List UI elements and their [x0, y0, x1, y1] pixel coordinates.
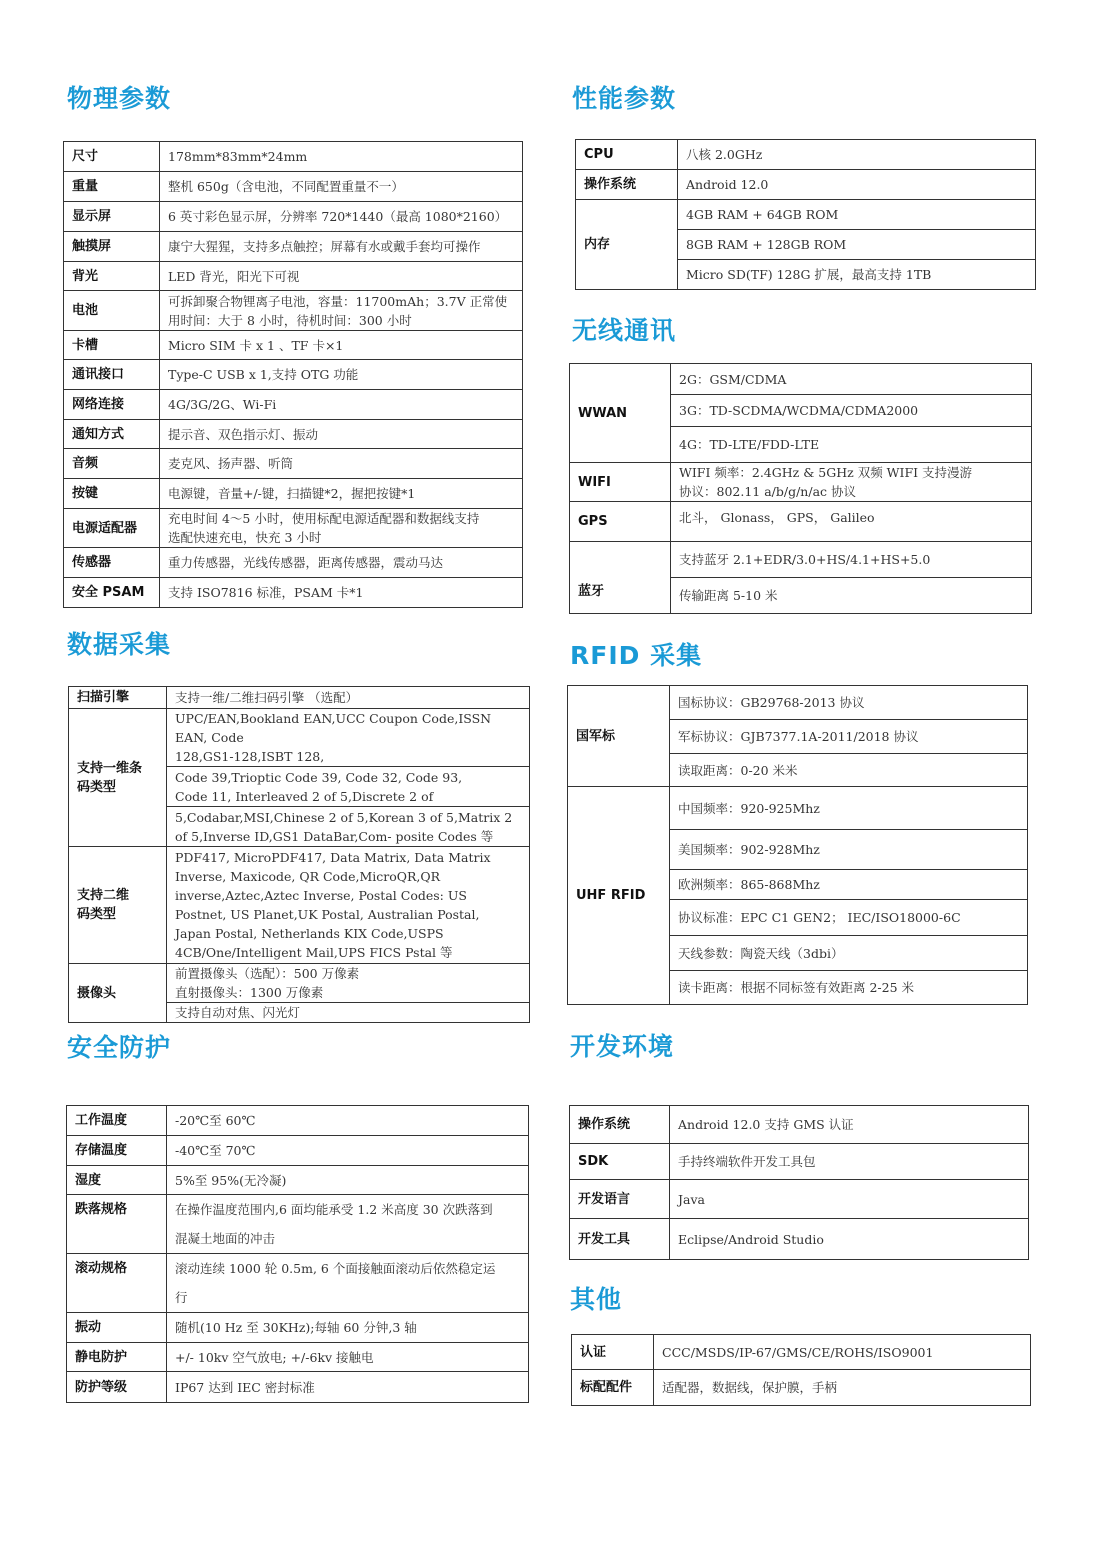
rfid-value: 读卡距离：根据不同标签有效距离 2-25 米: [670, 971, 1028, 1005]
value-line: 在操作温度范围内,6 面均能承受 1.2 米高度 30 次跌落到: [175, 1202, 493, 1217]
physical-label: 安全 PSAM: [64, 578, 160, 608]
value-line: Code 11, Interleaved 2 of 5,Discrete 2 of: [175, 788, 434, 804]
data-capture-table: [68, 686, 530, 1023]
wireless-value: 3G：TD-SCDMA/WCDMA/CDMA2000: [671, 395, 1032, 427]
label-line: 码类型: [77, 907, 117, 922]
value-line: Japan Postal, Netherlands KIX Code,USPS: [175, 926, 444, 941]
rfid-label: 国军标: [568, 686, 670, 787]
wireless-value: 支持蓝牙 2.1+EDR/3.0+HS/4.1+HS+5.0: [671, 542, 1032, 578]
physical-value: Type-C USB x 1,支持 OTG 功能: [160, 360, 523, 390]
dev-label: 操作系统: [570, 1106, 670, 1144]
physical-label: 尺寸: [64, 142, 160, 172]
value-line: Inverse, Maxicode, QR Code,MicroQR,QR: [175, 869, 441, 884]
rfid-table: [567, 685, 1028, 1005]
rfid-label: UHF RFID: [568, 787, 670, 1005]
security-value: -40℃至 70℃: [167, 1136, 529, 1166]
wireless-table: [569, 363, 1032, 614]
security-label: 滚动规格: [67, 1254, 167, 1313]
dev-value: 手持终端软件开发工具包: [670, 1144, 1029, 1180]
label-line: 支持一维条: [77, 760, 143, 776]
security-label: 湿度: [67, 1166, 167, 1195]
wireless-value: [671, 463, 1032, 502]
rfid-value: 欧洲频率：865-868Mhz: [670, 870, 1028, 900]
physical-value: 支持 ISO7816 标准，PSAM 卡*1: [160, 578, 523, 608]
value-line: of 5,Inverse ID,GS1 DataBar,Com- posite Codes 等: [175, 828, 494, 844]
data-capture-value: 支持一维/二维扫码引擎 （选配）: [167, 687, 530, 709]
physical-value: 电源键，音量+/-键，扫描键*2，握把按键*1: [160, 479, 523, 509]
physical-label: 触摸屏: [64, 232, 160, 262]
rfid-value: 国标协议：GB29768-2013 协议: [670, 686, 1028, 720]
value-line: inverse,Aztec,Aztec Inverse, Postal Codes: US: [175, 888, 467, 903]
physical-value: 4G/3G/2G、Wi-Fi: [160, 390, 523, 420]
security-value: 随机(10 Hz 至 30KHz);每轴 60 分钟,3 轴: [167, 1313, 529, 1343]
value-line: 前置摄像头（选配）：500 万像素: [175, 966, 360, 981]
wireless-value: 北斗， Glonass， GPS， Galileo: [671, 502, 1032, 542]
section-title-wireless: 无线通讯: [572, 316, 677, 345]
security-label: 防护等级: [67, 1372, 167, 1403]
value-line: 128,GS1-128,ISBT 128,: [175, 749, 325, 764]
security-value: +/- 10kv 空气放电; +/-6kv 接触电: [167, 1343, 529, 1372]
security-label: 工作温度: [67, 1106, 167, 1136]
security-label: 静电防护: [67, 1343, 167, 1372]
physical-label: 电源适配器: [64, 509, 160, 548]
physical-value: 提示音、双色指示灯、振动: [160, 420, 523, 449]
physical-label: 显示屏: [64, 202, 160, 232]
physical-label: 重量: [64, 172, 160, 202]
other-value: CCC/MSDS/IP-67/GMS/CE/ROHS/ISO9001: [654, 1335, 1031, 1370]
rfid-value: 美国频率：902-928Mhz: [670, 830, 1028, 870]
physical-label: 通知方式: [64, 420, 160, 449]
value-line: 滚动连续 1000 轮 0.5m, 6 个面接触面滚动后依然稳定运: [175, 1261, 496, 1276]
section-title-other: 其他: [570, 1285, 623, 1314]
physical-value: 重力传感器，光线传感器，距离传感器，震动马达: [160, 548, 523, 578]
physical-value: [160, 291, 523, 331]
physical-label: 电池: [64, 291, 160, 331]
physical-value: Micro SIM 卡 x 1 、TF 卡×1: [160, 331, 523, 360]
performance-label: 内存: [576, 200, 678, 290]
security-table: [66, 1105, 529, 1403]
security-value: IP67 达到 IEC 密封标准: [167, 1372, 529, 1403]
data-capture-label: [69, 847, 167, 964]
data-capture-value: [167, 807, 530, 847]
dev-value: Eclipse/Android Studio: [670, 1219, 1029, 1260]
value-line: 5,Codabar,MSI,Chinese 2 of 5,Korean 3 of 5,Matrix 2: [175, 809, 513, 825]
section-title-dev: 开发环境: [570, 1032, 675, 1061]
data-capture-value: [167, 847, 530, 964]
dev-table: [569, 1105, 1029, 1260]
security-value: [167, 1195, 529, 1254]
rfid-value: 军标协议：GJB7377.1A-2011/2018 协议: [670, 720, 1028, 754]
security-label: 振动: [67, 1313, 167, 1343]
physical-value: 麦克风、扬声器、听筒: [160, 449, 523, 479]
dev-value: Java: [670, 1180, 1029, 1219]
label-line: 码类型: [77, 779, 117, 795]
other-table: [571, 1334, 1031, 1406]
performance-value: 8GB RAM + 128GB ROM: [678, 230, 1036, 260]
performance-value: Android 12.0: [678, 170, 1036, 200]
security-value: 5%至 95%(无冷凝): [167, 1166, 529, 1195]
data-capture-label: 扫描引擎: [69, 687, 167, 709]
value-line: 可拆卸聚合物锂离子电池，容量：11700mAh；3.7V 正常使: [168, 293, 508, 309]
physical-value: [160, 509, 523, 548]
wireless-label: WIFI: [570, 463, 671, 502]
performance-value: 4GB RAM + 64GB ROM: [678, 200, 1036, 230]
security-label: 跌落规格: [67, 1195, 167, 1254]
section-title-performance: 性能参数: [572, 84, 677, 113]
physical-label: 网络连接: [64, 390, 160, 420]
dev-value: Android 12.0 支持 GMS 认证: [670, 1106, 1029, 1144]
physical-label: 按键: [64, 479, 160, 509]
performance-value: 八核 2.0GHz: [678, 140, 1036, 170]
physical-value: 康宁大猩猩，支持多点触控；屏幕有水或戴手套均可操作: [160, 232, 523, 262]
section-title-physical: 物理参数: [67, 84, 172, 113]
section-title-data-capture: 数据采集: [67, 630, 172, 659]
physical-table: [63, 141, 523, 608]
value-line: 直射摄像头：1300 万像素: [175, 985, 324, 1000]
physical-value: LED 背光，阳光下可视: [160, 262, 523, 291]
security-value: -20℃至 60℃: [167, 1106, 529, 1136]
value-line: 充电时间 4～5 小时，使用标配电源适配器和数据线支持: [168, 511, 480, 526]
data-capture-value: [167, 767, 530, 807]
rfid-value: 协议标准：EPC C1 GEN2； IEC/ISO18000-6C: [670, 900, 1028, 936]
physical-label: 传感器: [64, 548, 160, 578]
physical-label: 音频: [64, 449, 160, 479]
security-label: 存储温度: [67, 1136, 167, 1166]
label-line: 支持二维: [77, 888, 130, 903]
physical-label: 通讯接口: [64, 360, 160, 390]
value-line: WIFI 频率：2.4GHz & 5GHz 双频 WIFI 支持漫游: [679, 465, 973, 480]
physical-label: 卡槽: [64, 331, 160, 360]
physical-value: 178mm*83mm*24mm: [160, 142, 523, 172]
dev-label: SDK: [570, 1144, 670, 1180]
security-value: [167, 1254, 529, 1313]
wireless-label: WWAN: [570, 364, 671, 463]
section-title-security: 安全防护: [67, 1033, 172, 1062]
wireless-label: 蓝牙: [570, 542, 671, 614]
physical-label: 背光: [64, 262, 160, 291]
wireless-label: GPS: [570, 502, 671, 542]
wireless-value: 传输距离 5-10 米: [671, 578, 1032, 614]
data-capture-value: [167, 964, 530, 1003]
dev-label: 开发语言: [570, 1180, 670, 1219]
value-line: Code 39,Trioptic Code 39, Code 32, Code 93,: [175, 769, 463, 785]
value-line: UPC/EAN,Bookland EAN,UCC Coupon Code,ISSN EAN, Code: [175, 711, 492, 745]
rfid-value: 读取距离：0-20 米米: [670, 754, 1028, 787]
performance-table: [575, 139, 1036, 290]
value-line: Postnet, US Planet,UK Postal, Australian Postal,: [175, 907, 480, 922]
other-label: 认证: [572, 1335, 654, 1370]
value-line: 4CB/One/Intelligent Mail,UPS FICS Pstal 等: [175, 945, 453, 960]
other-value: 适配器，数据线，保护膜，手柄: [654, 1370, 1031, 1406]
data-capture-label: [69, 709, 167, 847]
value-line: 用时间：大于 8 小时，待机时间：300 小时: [168, 312, 412, 328]
physical-value: 6 英寸彩色显示屏，分辨率 720*1440（最高 1080*2160）: [160, 202, 523, 232]
rfid-value: 中国频率：920-925Mhz: [670, 787, 1028, 830]
section-title-rfid: RFID 采集: [570, 641, 703, 670]
wireless-value: 2G：GSM/CDMA: [671, 364, 1032, 395]
physical-value: 整机 650g（含电池，不同配置重量不一）: [160, 172, 523, 202]
value-line: 混凝土地面的冲击: [175, 1231, 276, 1246]
data-capture-value: [167, 709, 530, 767]
value-line: 协议：802.11 a/b/g/n/ac 协议: [679, 484, 856, 499]
performance-value: Micro SD(TF) 128G 扩展，最高支持 1TB: [678, 260, 1036, 290]
performance-label: 操作系统: [576, 170, 678, 200]
data-capture-value: 支持自动对焦、闪光灯: [167, 1003, 530, 1023]
rfid-value: 天线参数：陶瓷天线（3dbi）: [670, 936, 1028, 971]
dev-label: 开发工具: [570, 1219, 670, 1260]
performance-label: CPU: [576, 140, 678, 170]
wireless-value: 4G：TD-LTE/FDD-LTE: [671, 427, 1032, 463]
other-label: 标配配件: [572, 1370, 654, 1406]
value-line: 行: [175, 1290, 188, 1305]
data-capture-label: 摄像头: [69, 964, 167, 1023]
value-line: PDF417, MicroPDF417, Data Matrix, Data Matrix: [175, 850, 491, 865]
value-line: 选配快速充电，快充 3 小时: [168, 530, 322, 545]
